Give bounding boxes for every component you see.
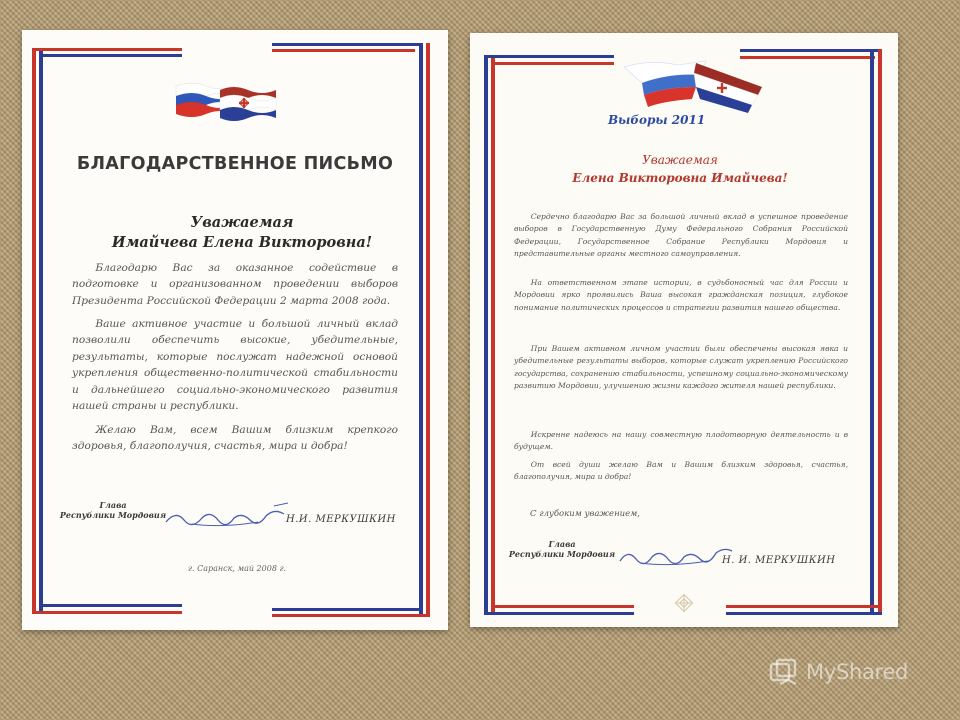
frame-red-top-right: [272, 49, 415, 52]
salutation-line-1: Уважаемая: [642, 153, 718, 167]
letter-paragraph: Желаю Вам, всем Вашим близким крепкого здоровья, благополучия, счастья, мира и добра!: [72, 424, 398, 453]
signature-icon: [616, 541, 736, 571]
frame-blue-top-right: [272, 43, 422, 46]
signatory-title: [506, 539, 618, 560]
letter-paragraph: На ответственном этапе истории, в судьбоносный час для России и Мордовии ярко проявились Ваша высокая гражданская позиция, глубокое понимание политических процессов и стратегии развития нашего общества.: [514, 278, 848, 312]
elections-logo-text: Выборы 2011: [608, 113, 706, 127]
frame-red-left: [32, 48, 36, 614]
frame-blue-bottom: [39, 604, 182, 607]
frame-blue-left: [484, 55, 488, 615]
signatory-title-line-2: Республики Мордовия: [508, 549, 616, 560]
letter-paragraph: От всей души желаю Вам и Вашим близким здоровья, счастья, благополучия, мира и добра!: [514, 460, 848, 482]
frame-blue-right: [870, 49, 874, 615]
frame-red-right: [878, 49, 882, 615]
letter-heading: БЛАГОДАРСТВЕННОЕ ПИСЬМО: [76, 154, 394, 174]
frame-red-left: [491, 55, 495, 615]
frame-blue-bottom-right: [726, 612, 882, 615]
frame-blue-bottom-right: [272, 608, 422, 611]
signatory-name: Н. И. МЕРКУШКИН: [722, 555, 836, 566]
signatory-name: Н.И. МЕРКУШКИН: [286, 514, 396, 525]
frame-blue-right: [419, 43, 423, 615]
frame-red-right: [426, 43, 430, 615]
signatory-title-line-2: Республики Мордовия: [59, 510, 167, 521]
salutation-line-2: Елена Викторовна Имайчева!: [572, 171, 788, 185]
frame-blue-top: [39, 54, 182, 57]
frame-blue-bottom: [484, 612, 634, 615]
frame-blue-top: [484, 55, 614, 58]
mordovia-flag-icon: [218, 84, 278, 126]
signatory-title: [58, 500, 168, 521]
frame-red-bottom-right: [272, 614, 430, 617]
letter-2011: [470, 33, 898, 627]
signature-icon: [162, 500, 292, 532]
salutation-line-1: Уважаемая: [190, 214, 294, 231]
letter-paragraph: При Вашем активном личном участии были обеспечены высокая явка и убедительные результаты выборов, которые служат укреплению Российского государства, сохранению стабильности, успешному социально-экономическому развитию Мордовии, улучшению жизни каждого жителя нашей республики.: [514, 344, 848, 390]
frame-red-top: [491, 62, 614, 65]
myshared-logo-icon: [768, 658, 800, 688]
closing: С глубоким уважением,: [530, 509, 640, 519]
frame-red-bottom: [32, 611, 182, 614]
myshared-watermark: [768, 654, 948, 694]
frame-red-top: [32, 48, 182, 51]
signatory-title-line-1: Глава: [99, 500, 127, 510]
letter-paragraph: Благодарю Вас за оказанное содействие в подготовке и организованном проведении выборов Президента Российской Федерации 2 марта 2008 года.: [72, 262, 398, 307]
mordovia-flag-icon: [692, 59, 768, 117]
letter-paragraph: Ваше активное участие и большой личный вклад позволили обеспечить высокие, убедительные, результаты, которые послужат надежной основой укрепления общественно-политической стабильности и дальнейшего социально-экономического развития нашей страны и республики.: [72, 318, 398, 413]
frame-blue-left: [39, 48, 43, 614]
place-date: г. Саранск, май 2008 г.: [187, 564, 287, 573]
watermark-text: MyShared: [806, 660, 909, 684]
frame-red-bottom-right: [726, 605, 878, 608]
signatory-title-line-1: Глава: [548, 539, 576, 549]
salutation-line-2: Имайчева Елена Викторовна!: [111, 234, 373, 251]
letter-paragraph: Искренне надеюсь на нашу совместную плодотворную деятельность и в будущем.: [514, 430, 848, 452]
frame-red-bottom: [491, 605, 634, 608]
ornament-emblem-icon: [674, 593, 694, 613]
letter-paragraph: Сердечно благодарю Вас за большой личный вклад в успешное проведение выборов в Государственную Думу Федерального Собрания Российской Федерации, Государственное Собрание Республики Мордовия и представительные органы местного самоуправления.: [514, 212, 848, 258]
letter-2008: [22, 30, 448, 630]
frame-blue-top-right: [740, 49, 882, 52]
